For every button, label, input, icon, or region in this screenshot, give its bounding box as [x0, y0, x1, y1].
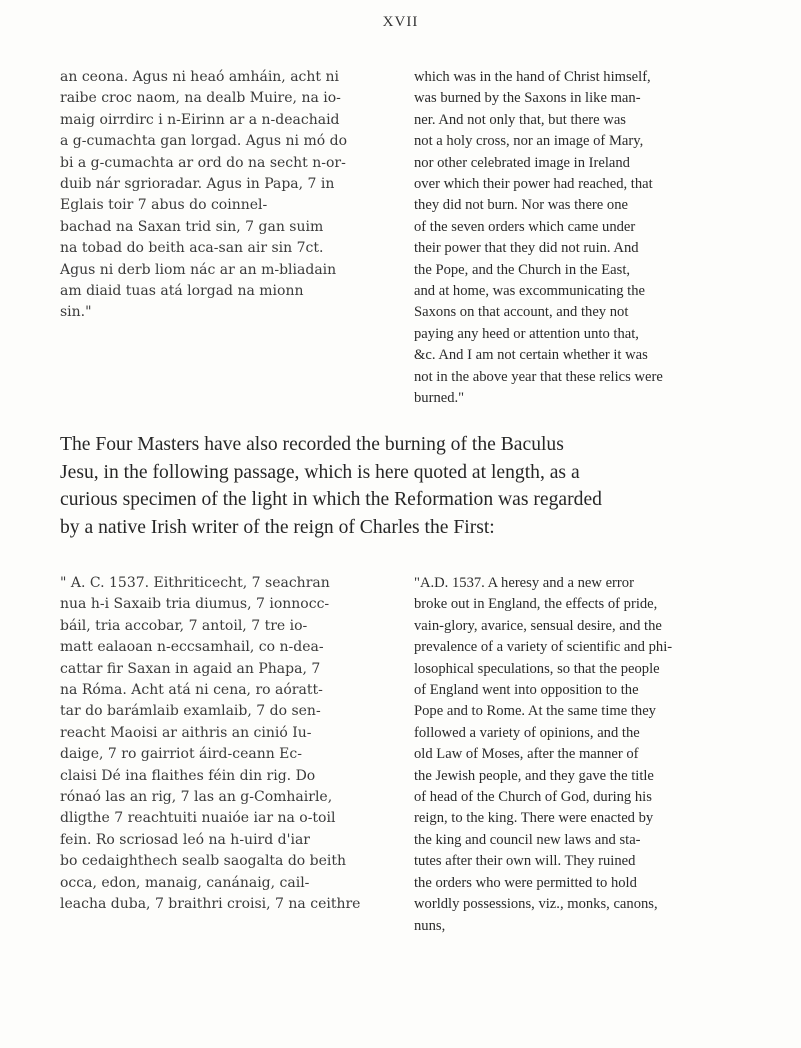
irish-text-bottom: " A. C. 1537. Eithriticecht, 7 seachran nua h-i Saxaib tria diumus, 7 ionnocc- báil, tria accobar, 7 antoil, 7 tre io- matt ealaoan n-eccsamhail, co n-dea- cattar fir Saxan in agaid an Phapa, 7 na Róma. Acht atá ni cena, ro aóratt- tar do barámlaib examlaib, 7 do sen- reacht Maoisi ar aithris an cinió Iu- daige, 7 ro gairriot áird-ceann Ec- claisi Dé ina flaithes féin din rig. Do rónaó las an rig, 7 las an g-Comhairle, dligthe 7 reachtuiti nuaióe iar na o-toil fein. Ro scriosad leó na h-uird d'iar bo cedaighthech sealb saogaltа do beith occa, edon, manaig, canánaig, cail- leacha duba, 7 braithri croisi, 7 na ceithre: [60, 575, 361, 913]
english-translation-top: which was in the hand of Christ himself, was burned by the Saxons in like man- ner. And not only that, but there was not a holy cross, nor an image of Mary, nor other celebrated image in Ireland over which their power had reached, that they did not burn. Nor was there one of the seven orders which came under their power that they did not ruin. And the Pope, and the Church in the East, and at home, was excommunicating the Saxons on that account, and they not paying any heed or attention unto that, &c. And I am not certain whether it was not in the above year that these relics were burned.": [414, 69, 663, 407]
irish-text-top: an ceona. Agus ni heaó amháin, acht ni raibe croc naom, na dealb Muire, na io- maig oirrdirc i n-Eirinn ar a n-deachaid a g-cumachta gan lorgad. Agus ni mó do bi a g-cumachta ar ord do na secht n-or- duib nár sgrioradar. Agus in Papa, 7 in Eglais toir 7 abus do coinnel- bachad na Saxan trid sin, 7 gan suim na tobad do beith aca-san air sin 7ct. Agus ni derb liom nác ar an m-bliadain am diaid tuas atá lorgad na mionn sin.": [60, 69, 348, 321]
page-number: XVII: [382, 14, 419, 30]
body-paragraph: The Four Masters have also recorded the burning of the Baculus Jesu, in the following passage, which is here quoted at length, as a curious specimen of the light in which the Reformation was regarded by a native Irish writer of the reign of Charles the First:: [60, 434, 602, 538]
english-translation-bottom: "A.D. 1537. A heresy and a new error broke out in England, the effects of pride, vain-glory, avarice, sensual desire, and the prevalence of a variety of scientific and phi- losophical speculations, so that the people of England went into opposition to the Pope and to Rome. At the same time they followed a variety of opinions, and the old Law of Moses, after the manner of the Jewish people, and they gave the title of head of the Church of God, during his reign, to the king. There were enacted by the king and council new laws and sta- tutes after their own will. They ruined the orders who were permitted to hold worldly possessions, viz., monks, canons, nuns,: [414, 575, 673, 934]
